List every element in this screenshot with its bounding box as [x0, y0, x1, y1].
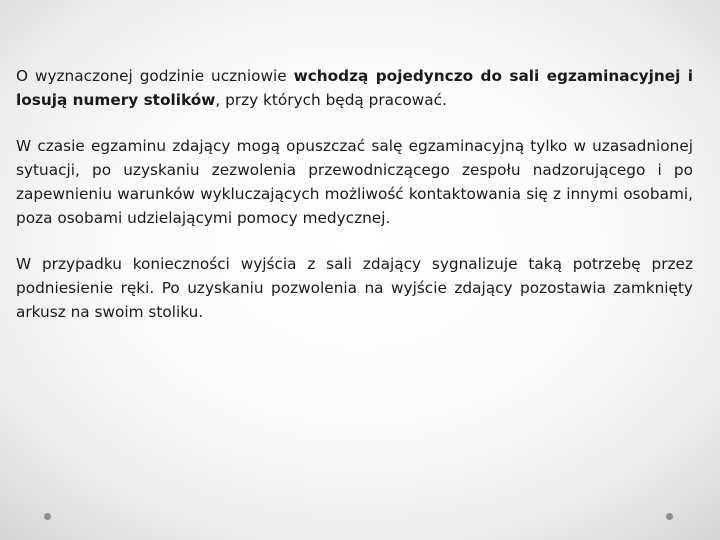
paragraph-1-text-start: O wyznaczonej godzinie uczniowie [16, 67, 294, 85]
paragraph-1-text-end: , przy których będą pracować. [215, 91, 447, 110]
paragraph-signaling: W przypadku konieczności wyjścia z sali zdający sygnalizuje taką potrzebę przez podniesienie ręki. Po uzyskaniu pozwolenia na wyjście zdający pozostawia zamknięty arkusz na swoim stoliku. [16, 254, 693, 322]
decorative-dot-left [44, 513, 51, 520]
paragraph-leaving-room: W czasie egzaminu zdający mogą opuszczać salę egzaminacyjną tylko w uzasadnionej sytuacji, po uzyskaniu zezwolenia przewodniczącego zespołu nadzorującego i po zapewnieniu warunków wykluczających możliwość kontaktowania się z innymi osobami, poza osobami udzielającymi pomocy medycznej. [16, 136, 693, 228]
slide-content [16, 64, 693, 346]
paragraph-entry-rules [16, 64, 693, 113]
decorative-dot-right [666, 513, 673, 520]
paragraph-1-bold-text: wchodzą pojedynczo do sali egzaminacyjnej i losują numery stolików [16, 67, 693, 110]
